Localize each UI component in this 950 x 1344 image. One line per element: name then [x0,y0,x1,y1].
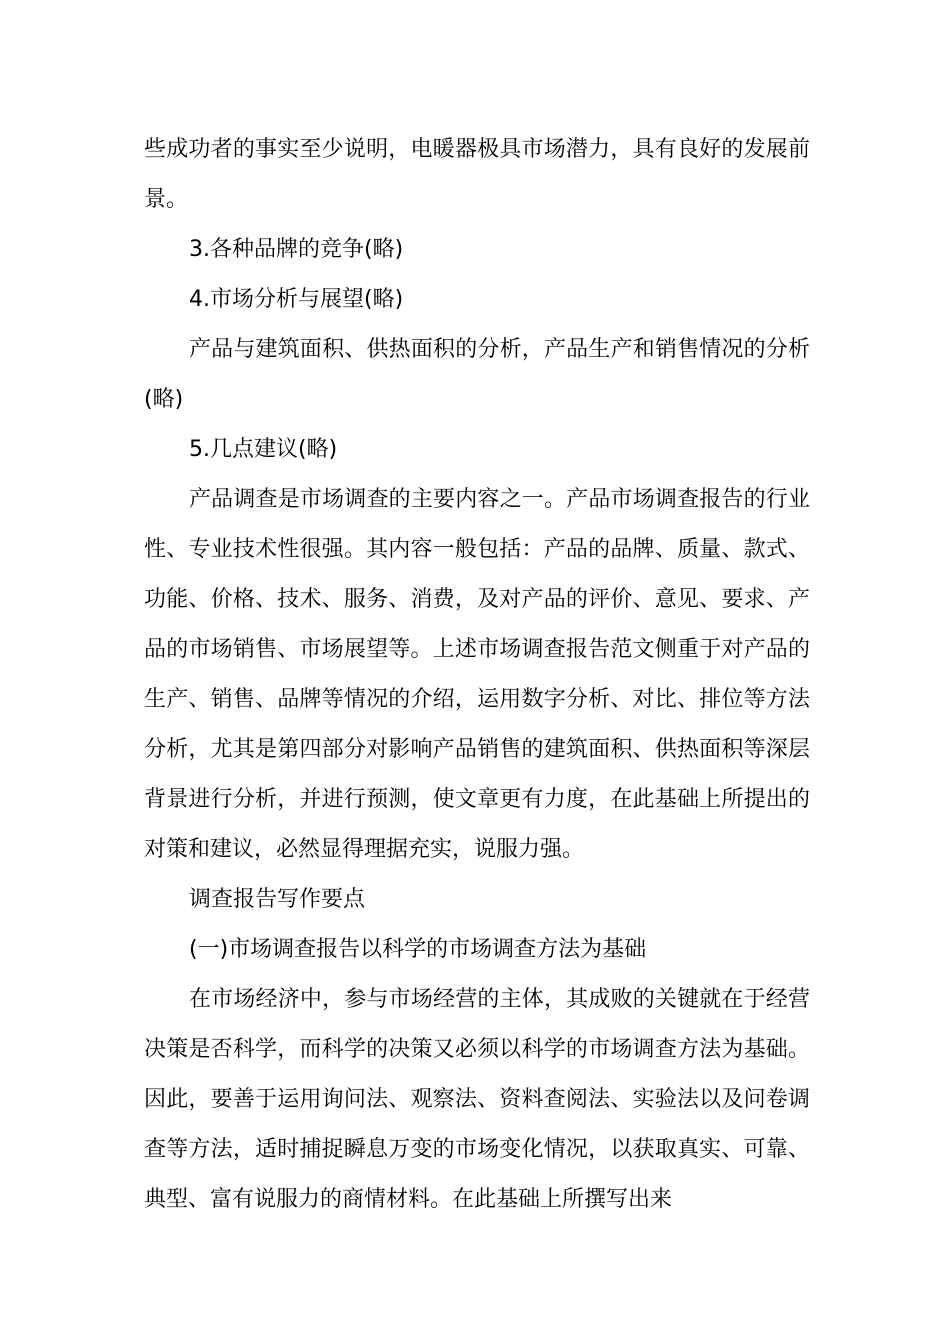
list-item-market-analysis: 4.市场分析与展望(略) [189,287,404,312]
paragraph-product-survey: 产品调查是市场调查的主要内容之一。产品市场调查报告的行业性、专业技术性很强。其内容一般包括：产品的品牌、质量、款式、功能、价格、技术、服务、消费，及对产品的评价、意见、要求、产品的市场销售、市场展望等。上述市场调查报告范文侧重于对产品的生产、销售、品牌等情况的介绍，运用数字分析、对比、排位等方法分析，尤其是第四部分对影响产品销售的建筑面积、供热面积等深层背景进行分析，并进行预测，使文章更有力度，在此基础上所提出的对策和建议，必然显得理据充实，说服力强。 [144,487,810,862]
paragraph-product-analysis: 产品与建筑面积、供热面积的分析，产品生产和销售情况的分析(略) [144,337,810,412]
paragraph-market-economy: 在市场经济中，参与市场经营的主体，其成败的关键就在于经营决策是否科学，而科学的决策又必须以科学的市场调查方法为基础。因此，要善于运用询问法、观察法、资料查阅法、实验法以及问卷调查等方法，适时捕捉瞬息万变的市场变化情况，以获取真实、可靠、典型、富有说服力的商情材料。在此基础上所撰写出来 [144,987,810,1212]
list-item-brand-competition: 3.各种品牌的竞争(略) [189,237,404,262]
document-body [144,125,810,1225]
list-item-suggestions: 5.几点建议(略) [189,437,338,462]
paragraph-continuation: 些成功者的事实至少说明，电暖器极具市场潜力，具有良好的发展前景。 [144,137,810,212]
section-heading-writing-points: 调查报告写作要点 [189,887,366,912]
subsection-heading-method: (一)市场调查报告以科学的市场调查方法为基础 [189,937,647,962]
